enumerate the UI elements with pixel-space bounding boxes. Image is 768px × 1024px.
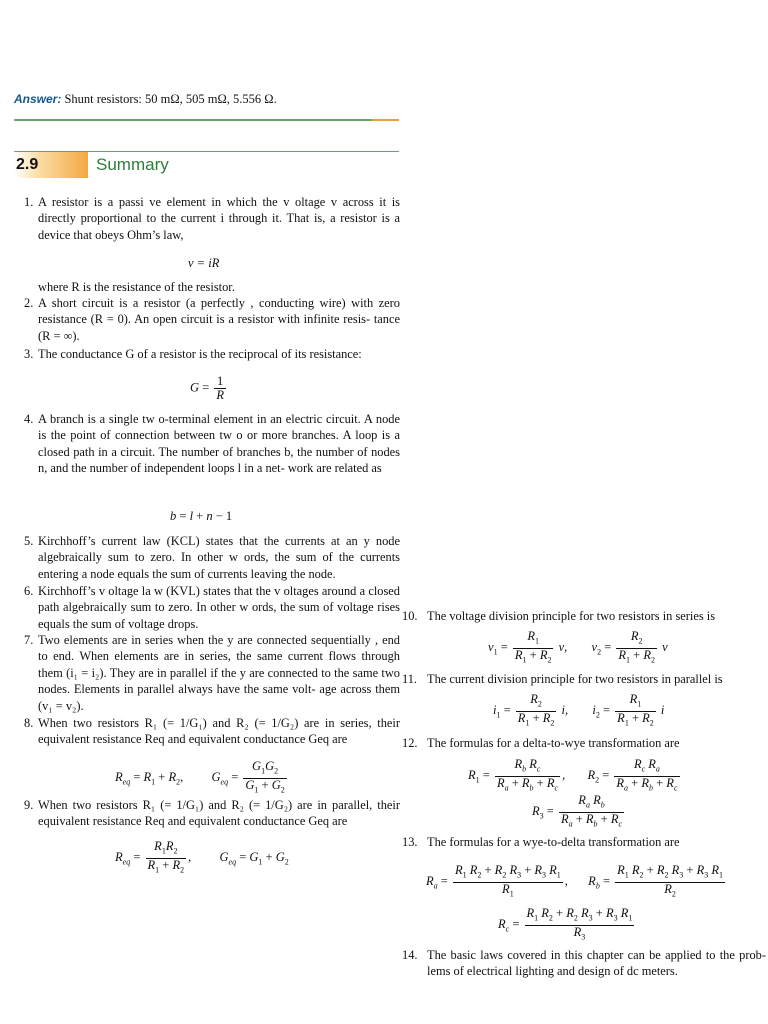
item-text: The basic laws covered in this chapter can be applied to the prob- lems of electrical lighting and design of dc meters.	[427, 948, 766, 979]
item-text: A resistor is a passi ve element in which the v oltage v across it is directly proportional to the current i through it. That is, a resistor is a device that obeys Ohm’s law,	[38, 195, 400, 242]
equation-delta-wye-r3: $R_3$ = $\frac{R_a R_b}{R_a + R_b + R_c}$	[532, 793, 623, 828]
item-number: 14.	[402, 948, 418, 962]
item-number: 6.	[24, 584, 34, 598]
item-text: The conductance G of a resistor is the reciprocal of its resistance:	[38, 347, 362, 361]
equation-current-division: $i_1$ = $\frac{R_2}{R_1 + R_2}$ i, $i_2$ = $\frac{R_1}{R_1 + R_2}$ i	[493, 692, 665, 727]
item-text: The current division principle for two resistors in parallel is	[427, 672, 723, 686]
equation-series: $R_{eq} = R_1 + R_2$, $G_{eq}$ = $\frac{G_1G_2}{G_1 + G_2}$	[115, 759, 285, 794]
item-number: 5.	[24, 534, 34, 548]
item-text: A branch is a single tw o-terminal element in an electric circuit. A node is the point of connection between tw o or more branches. A loop is a closed path in a circuit. The number of branches b, the number of nodes n, and the number of independent loops l in a net- work are related as	[38, 412, 400, 476]
item-number: 8.	[24, 716, 34, 730]
item-number: 3.	[24, 347, 34, 361]
item-number: 4.	[24, 412, 34, 426]
item-number: 7.	[24, 633, 34, 647]
item-number: 11.	[402, 672, 418, 686]
equation-wye-delta-ra-rb: $R_a$ = $\frac{R_1 R_2 + R_2 R_3 + R_3 R_1}{R_1}$ , $R_b$ = $\frac{R_1 R_2 + R_2 R_3 + R_3 R_1}{R_2}$	[426, 863, 723, 898]
equation-network: b = l + n − 1	[170, 509, 233, 523]
item-text: Kirchhoff’s current law (KCL) states that the currents at an y node algebraically sum to zero. In other w ords, the sum of the currents entering a node equals the sum of currents leaving the node.	[38, 534, 400, 581]
divider	[14, 119, 399, 121]
equation-ohm: v = iR	[188, 256, 220, 270]
section-title: Summary	[96, 155, 169, 174]
answer-text: Shunt resistors: 50 mΩ, 505 mΩ, 5.556 Ω.	[64, 92, 277, 106]
equation-delta-wye-r1-r2: $R_1$ = $\frac{R_b R_c}{R_a + R_b + R_c}$ , $R_2$ = $\frac{R_c R_a}{R_a + R_b + R_c}$	[468, 757, 678, 792]
item-text: The formulas for a wye-to-delta transformation are	[427, 835, 680, 849]
item-text: Kirchhoff’s v oltage la w (KVL) states that the v oltages around a closed path algebraically sum to zero. In other w ords, the sum of voltage rises equals the sum of voltage drops.	[38, 584, 400, 631]
item-number: 10.	[402, 609, 418, 623]
divider-accent	[372, 119, 399, 121]
item-number: 12.	[402, 736, 418, 750]
item-1-after: where R is the resistance of the resistor.	[38, 280, 235, 294]
item-text: Two elements are in series when the y are connected sequentially , end to end. When elements are in series, the same current flows through them (i₁ = i₂). They are in parallel if the y are connected to the same two nodes. Elements in parallel always have the same volt- age across them (v₁ = v₂).	[38, 633, 400, 713]
equation-parallel: $R_{eq}$ = $\frac{R_1R_2}{R_1 + R_2}$ , $G_{eq} = G_1 + G_2$	[115, 839, 289, 874]
item-text: The formulas for a delta-to-wye transformation are	[427, 736, 680, 750]
item-number: 9.	[24, 798, 34, 812]
equation-voltage-division: $v_1$ = $\frac{R_1}{R_1 + R_2}$ v, $v_2$ = $\frac{R_2}{R_1 + R_2}$ v	[488, 629, 668, 664]
answer-label: Answer:	[14, 92, 62, 106]
equation-wye-delta-rc: $R_c$ = $\frac{R_1 R_2 + R_2 R_3 + R_3 R_1}{R_3}$	[498, 906, 633, 941]
item-text: When two resistors R₁ (= 1/G₁) and R₂ (= 1/G₂) are in series, their equivalent resistance Req and equivalent conductance Geq are	[38, 716, 400, 747]
item-number: 2.	[24, 296, 34, 310]
section-number: 2.9	[16, 156, 39, 173]
answer-line	[14, 92, 277, 107]
item-text: The voltage division principle for two resistors in series is	[427, 609, 716, 623]
item-number: 13.	[402, 835, 418, 849]
item-number: 1.	[24, 195, 34, 209]
equation-conductance: G = $\frac{1}{R}$	[190, 374, 224, 402]
item-text: A short circuit is a resistor (a perfectly , conducting wire) with zero resistance (R = 0). An open circuit is a resistor with infinite resis- tance (R = ∞).	[38, 296, 400, 343]
item-text: When two resistors R₁ (= 1/G₁) and R₂ (= 1/G₂) are in parallel, their equivalent resistance Req and equivalent conductance Geq are	[38, 798, 400, 829]
